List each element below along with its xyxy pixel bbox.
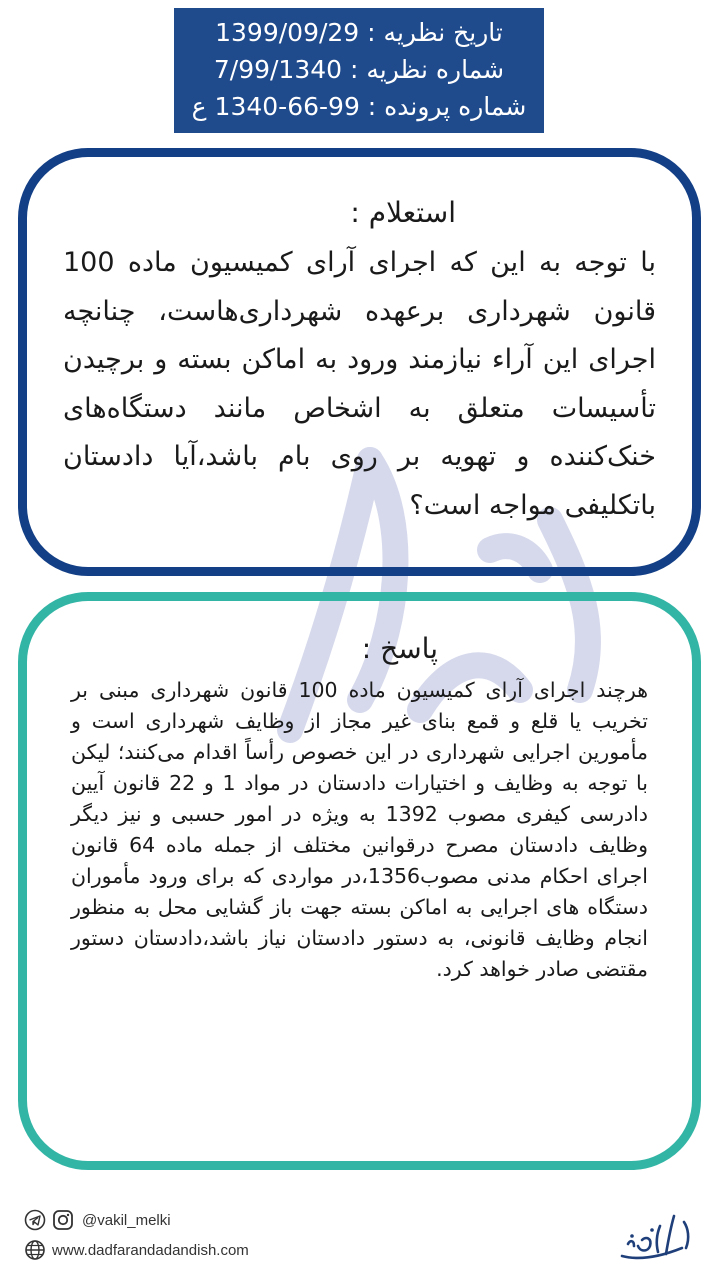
instagram-icon[interactable] bbox=[52, 1209, 74, 1231]
social-row bbox=[24, 1205, 344, 1235]
website-row bbox=[24, 1235, 344, 1265]
instagram-handle[interactable]: @vakil_melki bbox=[82, 1211, 171, 1229]
question-title: استعلام : bbox=[350, 196, 456, 229]
telegram-icon[interactable] bbox=[24, 1209, 46, 1231]
answer-box bbox=[18, 592, 701, 1170]
question-box bbox=[18, 148, 701, 576]
website-link[interactable]: www.dadfarandadandish.com bbox=[52, 1241, 249, 1259]
answer-text: هرچند اجرای آرای کمیسیون ماده 100 قانون شهرداری مبنی بر تخریب یا قلع و قمع بنای غیر مجاز از وظایف شهرداری است و مأمورین اجرایی شهرداری در این خصوص رأساً اقدام می‌کنند؛ لیکن با توجه به وظایف و اختیارات دادستان در مواد 1 و 22 قانون آیین دادرسی کیفری مصوب 1392 به ویژه در امور حسبی و نیز دیگر وظایف دادستان مصرح درقوانین مختلف از جمله ماده 64 قانون اجرای احکام مدنی مصوب1356،در مواردی که برای ورود مأموران دستگاه های اجرایی به اماکن بسته جهت باز گشایی محل به منظور انجام وظایف قانونی، به دستور دادستان نیاز باشد،دادستان دستور مقتضی صادر خواهد کرد. bbox=[71, 678, 649, 981]
opinion-header bbox=[174, 8, 544, 133]
opinion-date: تاریخ نظریه : 1399/09/29 bbox=[215, 18, 503, 47]
opinion-number: شماره نظریه : 7/99/1340 bbox=[213, 55, 505, 84]
question-text: با توجه به این که اجرای آرای کمیسیون ماده 100 قانون شهرداری برعهده شهرداری‌هاست، چنانچه اجرای این آراء نیازمند ورود به اماکن بسته و برچیدن تأسیسات متعلق به اشخاص مانند دستگاه‌های خنک‌کننده و تهویه بر روی بام باشد،آیا دادستان باتکلیفی مواجه است؟ bbox=[63, 247, 656, 521]
answer-title: پاسخ : bbox=[361, 632, 438, 665]
footer bbox=[24, 1205, 344, 1265]
brand-logo bbox=[612, 1208, 700, 1266]
case-file-number: شماره پرونده : 99-66-1340 ع bbox=[191, 92, 527, 121]
globe-icon bbox=[24, 1239, 46, 1261]
